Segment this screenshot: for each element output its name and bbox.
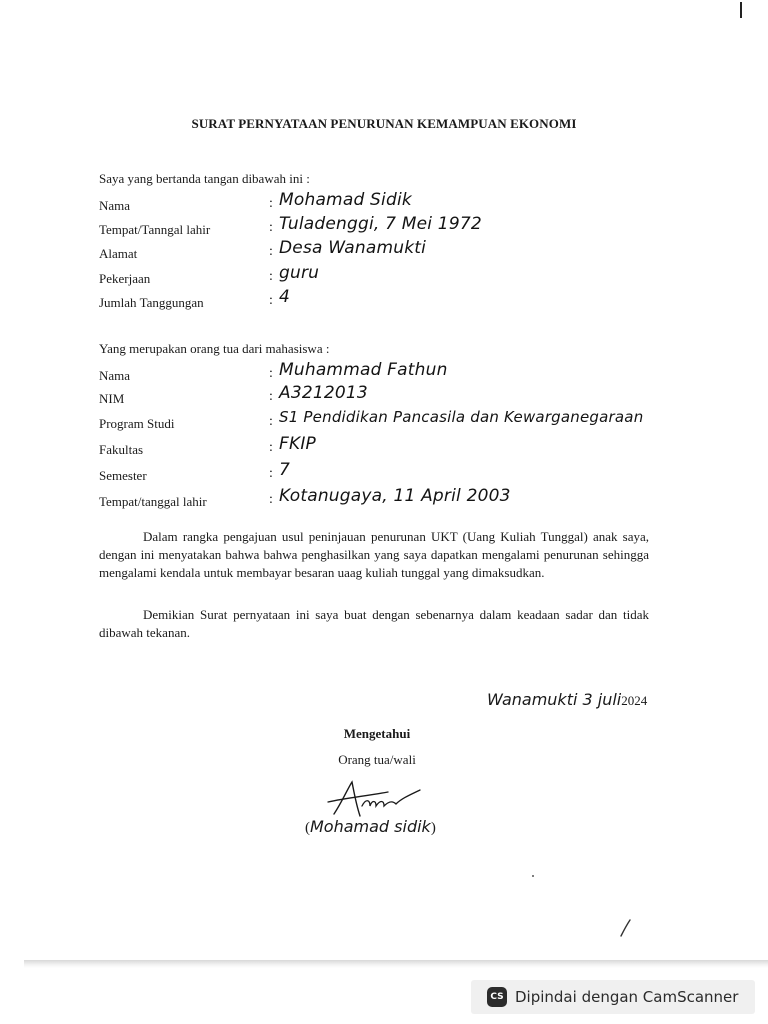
- intro-parent: Saya yang bertanda tangan dibawah ini :: [99, 171, 310, 186]
- field-label: Nama: [99, 368, 131, 383]
- field-label: Nama: [99, 198, 131, 213]
- field-label: Semester: [99, 468, 147, 483]
- paren-close: ): [430, 820, 436, 836]
- signer-role: Orang tua/wali: [338, 752, 416, 767]
- field-row-parent-job: [99, 263, 719, 291]
- field-label: Alamat: [99, 246, 138, 261]
- scanner-watermark-text: Dipindai dengan CamScanner: [515, 988, 739, 1006]
- statement-text: Dalam rangka pengajuan usul peninjauan penurunan UKT (Uang Kuliah Tunggal) anak saya, dengan ini menyatakan bahwa bahwa penghasilkan yang saya dapatkan mengalami penurunan sehingga mengalami kendala untuk membayar besaran uaag kuliah tunggal yang dimaksudkan.: [99, 529, 649, 580]
- field-colon: :: [269, 440, 273, 455]
- field-label: Pekerjaan: [99, 271, 151, 286]
- field-row-student-name: [99, 360, 719, 388]
- handwritten-signature: [326, 778, 426, 822]
- signer-name-line: [305, 817, 436, 837]
- intro-student: Yang merupakan orang tua dari mahasiswa :: [99, 341, 330, 356]
- handwritten-value: Tuladenggi, 7 Mei 1972: [279, 214, 482, 234]
- scanner-watermark: [471, 980, 755, 1014]
- acknowledged-heading: Mengetahui: [343, 726, 411, 741]
- handwritten-value: 7: [279, 460, 291, 480]
- handwritten-signer-name: Mohamad sidik: [310, 817, 431, 836]
- field-colon: :: [269, 414, 273, 429]
- field-colon: :: [269, 366, 273, 381]
- date-year: 2024: [621, 693, 648, 708]
- field-colon: :: [269, 466, 273, 481]
- field-colon: :: [269, 220, 273, 235]
- field-row-student-faculty: [99, 434, 719, 462]
- page-bottom-edge: [24, 960, 768, 968]
- handwritten-value: Muhammad Fathun: [279, 360, 448, 380]
- pen-stroke-mark: [618, 918, 634, 938]
- field-colon: :: [269, 492, 273, 507]
- field-row-parent-address: [99, 238, 719, 266]
- dust-speck: [530, 872, 536, 880]
- field-label: Program Studi: [99, 416, 175, 431]
- field-label: NIM: [99, 391, 125, 406]
- field-label: Tempat/Tanngal lahir: [99, 222, 211, 237]
- handwritten-value: S1 Pendidikan Pancasila dan Kewarganegaraan: [279, 408, 644, 426]
- scan-edge-mark: [738, 0, 744, 20]
- field-colon: :: [269, 293, 273, 308]
- field-label: Fakultas: [99, 442, 144, 457]
- place-date: [487, 690, 647, 710]
- statement-paragraph: [99, 528, 649, 582]
- handwritten-value: A3212013: [279, 383, 368, 403]
- field-label: Tempat/tanggal lahir: [99, 494, 207, 509]
- field-label: Jumlah Tanggungan: [99, 295, 204, 310]
- handwritten-value: Kotanugaya, 11 April 2003: [279, 486, 511, 506]
- handwritten-value: guru: [279, 263, 320, 283]
- field-row-student-birth: [99, 486, 719, 514]
- paren-open: (: [305, 820, 310, 836]
- field-row-student-program: [99, 408, 719, 436]
- camscanner-icon: CS: [487, 987, 507, 1007]
- handwritten-value: FKIP: [279, 434, 316, 454]
- field-colon: :: [269, 389, 273, 404]
- field-row-parent-dependents: [99, 287, 719, 315]
- document-title: SURAT PERNYATAAN PENURUNAN KEMAMPUAN EKONOMI: [191, 116, 577, 131]
- handwritten-value: Desa Wanamukti: [279, 238, 427, 258]
- field-colon: :: [269, 196, 273, 211]
- closing-text: Demikian Surat pernyataan ini saya buat dengan sebenarnya dalam keadaan sadar dan tidak dibawah tekanan.: [99, 607, 649, 640]
- closing-paragraph: [99, 606, 649, 642]
- handwritten-place-date: Wanamukti 3 juli: [487, 690, 622, 709]
- field-colon: :: [269, 244, 273, 259]
- handwritten-value: Mohamad Sidik: [279, 190, 412, 210]
- field-row-student-semester: [99, 460, 719, 488]
- field-colon: :: [269, 269, 273, 284]
- handwritten-value: 4: [279, 287, 291, 307]
